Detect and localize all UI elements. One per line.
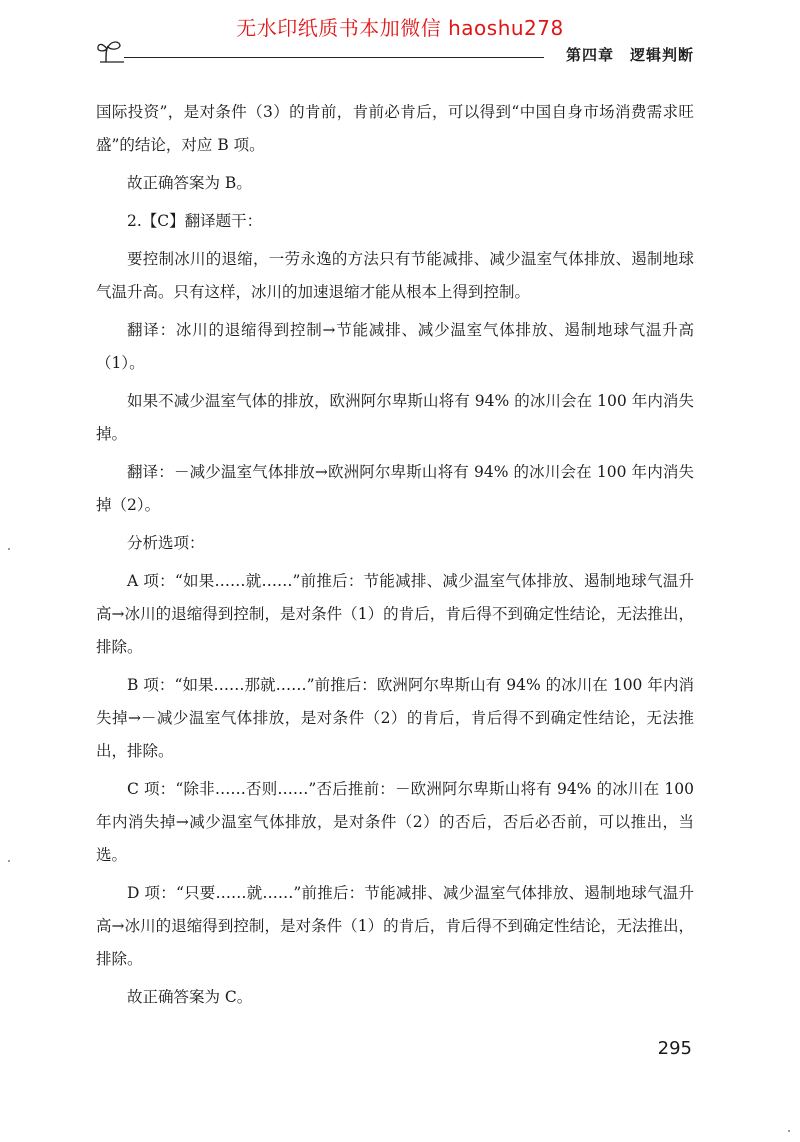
paragraph-translation-1: 翻译：冰川的退缩得到控制→节能减排、减少温室气体排放、遏制地球气温升高（1）。 bbox=[96, 321, 694, 372]
section-title: 逻辑判断 bbox=[629, 46, 694, 64]
header-rule bbox=[124, 57, 544, 58]
paragraph-answer-c: 故正确答案为 C。 bbox=[127, 988, 253, 1006]
scan-artifact bbox=[8, 860, 10, 862]
chapter-number: 第四章 bbox=[565, 46, 614, 64]
sprout-icon bbox=[96, 38, 126, 64]
paragraph-option-a: A 项：“如果……就……”前推后：节能减排、减少温室气体排放、遏制地球气温升高→冰川的退缩得到控制，是对条件（1）的肯后，肯后得不到确定性结论，无法推出，排除。 bbox=[96, 572, 694, 656]
paragraph-translation-2: 翻译：－减少温室气体排放→欧洲阿尔卑斯山将有 94% 的冰川会在 100 年内消失掉（2）。 bbox=[96, 463, 694, 514]
paragraph-option-c: C 项：“除非……否则……”否后推前：－欧洲阿尔卑斯山将有 94% 的冰川在 100 年内消失掉→减少温室气体排放，是对条件（2）的否后，否后必否前，可以推出，当选。 bbox=[96, 780, 694, 864]
page-number: 295 bbox=[657, 1038, 692, 1059]
paragraph-premise-2: 如果不减少温室气体的排放，欧洲阿尔卑斯山将有 94% 的冰川会在 100 年内消失掉。 bbox=[96, 392, 694, 443]
watermark-text: 无水印纸质书本加微信 haoshu278 bbox=[236, 16, 564, 40]
paragraph-analysis-heading: 分析选项： bbox=[127, 534, 205, 552]
scan-artifact bbox=[788, 1130, 790, 1132]
paragraph-question-2-heading: 2.【C】翻译题干： bbox=[127, 212, 263, 230]
scan-artifact bbox=[8, 548, 10, 550]
page-body bbox=[96, 96, 694, 1019]
paragraph-answer-b: 故正确答案为 B。 bbox=[127, 174, 252, 192]
paragraph-premise-1: 要控制冰川的退缩，一劳永逸的方法只有节能减排、减少温室气体排放、遏制地球气温升高。只有这样，冰川的加速退缩才能从根本上得到控制。 bbox=[96, 250, 694, 301]
paragraph-option-d: D 项：“只要……就……”前推后：节能减排、减少温室气体排放、遏制地球气温升高→冰川的退缩得到控制，是对条件（1）的肯后，肯后得不到确定性结论，无法推出，排除。 bbox=[96, 884, 694, 968]
running-header bbox=[96, 38, 694, 74]
paragraph-continuation: 国际投资”，是对条件（3）的肯前，肯前必肯后，可以得到“中国自身市场消费需求旺盛”的结论，对应 B 项。 bbox=[96, 103, 694, 154]
paragraph-option-b: B 项：“如果……那就……”前推后：欧洲阿尔卑斯山有 94% 的冰川在 100 年内消失掉→－减少温室气体排放，是对条件（2）的肯后，肯后得不到确定性结论，无法推出，排除。 bbox=[96, 676, 694, 760]
chapter-title bbox=[566, 44, 694, 65]
